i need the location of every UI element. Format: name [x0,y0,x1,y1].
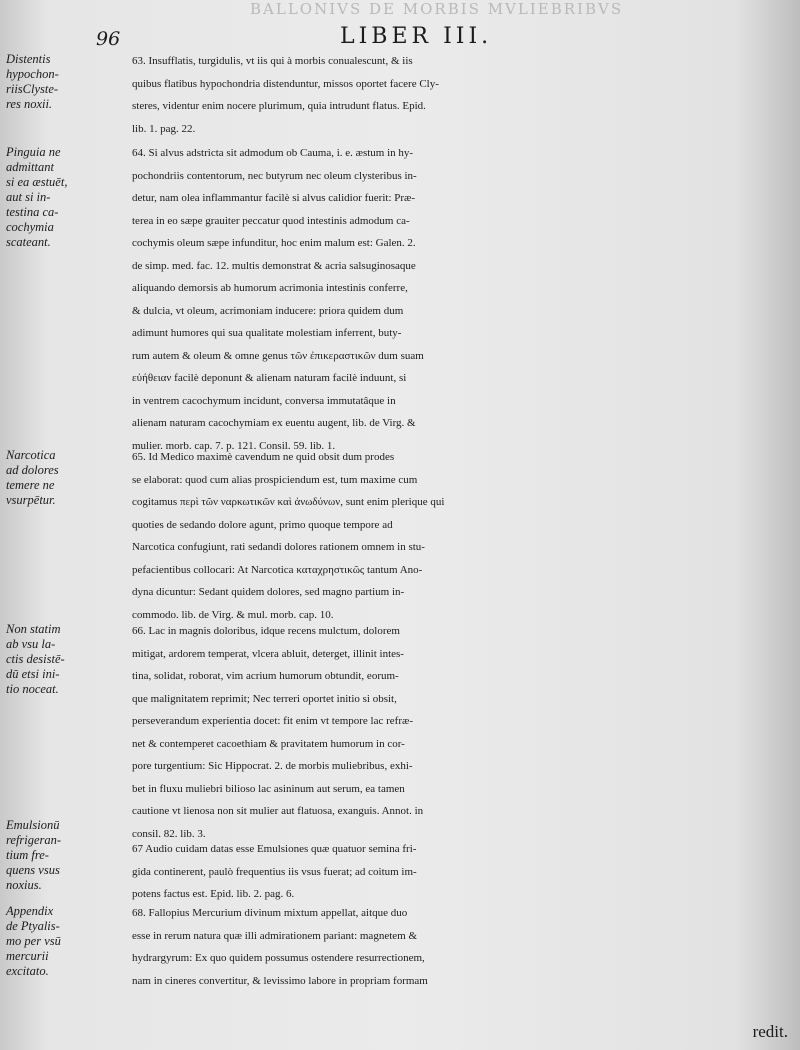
paragraph-65 [132,446,772,626]
text-line: esse in rerum natura quæ illi admirationem pariant: magnetem & [132,929,418,942]
text-line: terea in eo sæpe grauiter peccatur quod intestinis admodum ca- [132,214,410,227]
text-line: quibus flatibus hypochondria distenduntur, missos oportet facere Cly- [132,77,439,90]
text-line: & dulcia, vt oleum, acrimoniam inducere: priora quidem dum [132,304,404,317]
text-line: potens factus est. Epid. lib. 2. pag. 6. [132,888,295,900]
text-line: cautione vt lienosa non sit mulier aut flatuosa, exanguis. Annot. in [132,805,424,817]
paragraph-68 [132,902,772,992]
text-line: dyna dicuntur: Sedant quidem dolores, sed magno partium in- [132,586,405,598]
text-line: pefacientibus collocari: At Narcotica καταχρηστικῶς tantum Ano- [132,563,423,576]
paragraph-64 [132,142,772,457]
paragraph-67 [132,838,772,906]
text-line: alienam naturam cacochymiam ex euentu augent, lib. de Virg. & [132,417,416,429]
text-line: cogitamus περὶ τῶν ναρκωτικῶν καὶ ἀνωδύνων, sunt enim plerique qui [132,496,445,508]
catchword: redit. [752,1022,788,1041]
text-line: εὐήθειαν facilè deponunt & alienam naturam facilè induunt, si [132,372,407,384]
text-line: steres, videntur enim nocere plurimum, quia intrudunt flatus. Epid. [132,100,426,112]
text-line: in ventrem cacochymum incidunt, conversa immutatâque in [132,394,396,407]
margin-note: Appendix de Ptyalis- mo per vsū mercurii excitato. [6,904,61,978]
text-line: bet in fluxu muliebri bilioso lac asininum aut serum, ea tamen [132,782,405,795]
margin-note: Distentis hypochon- riisClyste- res noxii. [6,52,59,111]
margin-note: Narcotica ad dolores temere ne vsurpētur. [6,448,59,507]
text-line: lib. 1. pag. 22. [132,122,196,135]
text-line: 65. Id Medico maximè cavendum ne quid obsit dum prodes [132,451,395,463]
text-line: quoties de sedando dolore agunt, primo quoque tempore ad [132,518,393,531]
text-line: 66. Lac in magnis doloribus, idque recens mulctum, dolorem [132,625,400,637]
page-number: 96 [96,28,121,50]
running-title: LIBER III. [340,24,493,49]
text-line: gida continerent, paulò frequentius iis vsus fuerat; ad coitum im- [132,865,417,878]
text-line: Narcotica confugiunt, rati sedandi dolores rationem omnem in stu- [132,541,425,553]
text-line: tina, solidat, roborat, vim acrium humorum obtundit, eorum- [132,670,399,682]
text-line: hydrargyrum: Ex quo quidem possumus ostendere resurrectionem, [132,952,425,964]
text-line: de simp. med. fac. 12. multis demonstrat & acria salsuginosaque [132,259,416,272]
text-line: pochondriis contentorum, nec butyrum nec oleum clysteribus in- [132,169,417,182]
margin-note: Pinguia ne admittant si ea æstuēt, aut si in- testina ca- cochymia scateant. [6,145,68,249]
text-line: cochymis oleum sæpe infunditur, hoc enim malum est: Galen. 2. [132,237,416,249]
text-line: que malignitatem reprimit; Nec terreri oportet initio si obsit, [132,692,397,705]
text-line: mitigat, ardorem temperat, vlcera abluit, deterget, illinit intes- [132,647,404,660]
margin-note: Non statim ab vsu la- ctis desistē- dū etsi ini- tio noceat. [6,622,65,696]
text-line: perseverandum experientia docet: fit enim vt tempore lac refræ- [132,715,413,727]
text-line: commodo. lib. de Virg. & mul. morb. cap. 10. [132,608,334,621]
text-line: rum autem & oleum & omne genus τῶν ἐπικεραστικῶν dum suam [132,349,424,362]
text-line: consil. 82. lib. 3. [132,827,206,840]
text-line: 68. Fallopius Mercurium divinum mixtum appellat, aitque duo [132,907,408,919]
text-line: aliquando demorsis ab humorum acrimonia intestinis conferre, [132,282,408,294]
text-line: net & contemperet cacoethiam & pravitatem humorum in cor- [132,737,405,750]
text-line: mulier. morb. cap. 7. p. 121. Consil. 59. lib. 1. [132,439,336,452]
text-line: 67 Audio cuidam datas esse Emulsiones quæ quatuor semina fri- [132,843,417,855]
margin-note: Emulsionū refrigeran- tium fre- quens vsus noxius. [6,818,62,892]
paragraph-63 [132,50,772,140]
text-line: detur, nam olea inflammantur facilè si alvus calidior fuerit: Præ- [132,192,416,204]
bleed-through-text: BALLONIVS DE MORBIS MVLIEBRIBVS [250,0,624,18]
text-line: nam in cineres convertitur, & levissimo labore in propriam formam [132,974,428,987]
text-line: pore turgentium: Sic Hippocrat. 2. de morbis muliebribus, exhi- [132,760,413,772]
text-line: adimunt humores qui sua qualitate molestiam inferrent, buty- [132,327,402,339]
paragraph-66 [132,620,772,845]
text-line: se elaborat: quod cum alias prospiciendum est, tum maxime cum [132,473,418,486]
text-line: 63. Insufflatis, turgidulis, vt iis qui à morbis conualescunt, & iis [132,55,413,67]
text-line: 64. Si alvus adstricta sit admodum ob Cauma, i. e. æstum in hy- [132,147,414,159]
